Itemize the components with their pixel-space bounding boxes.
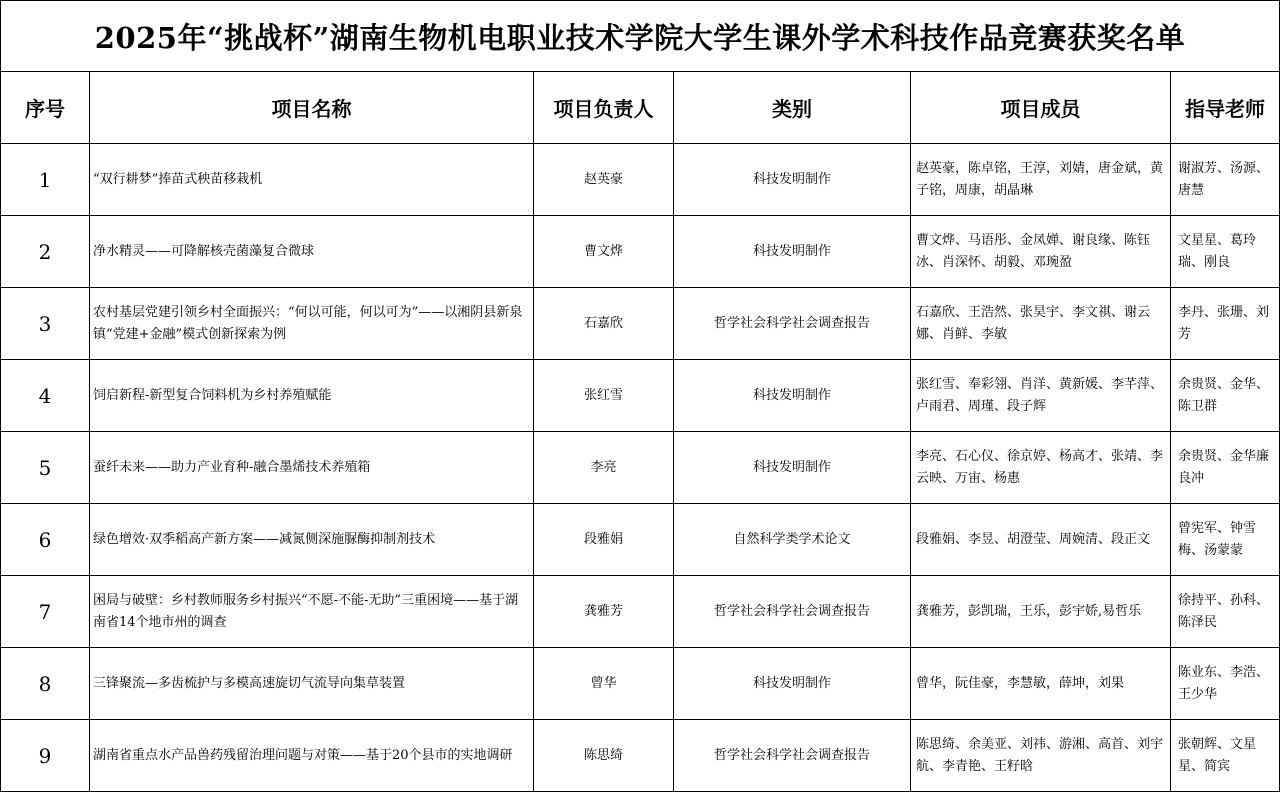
table-row [1, 288, 1280, 360]
category-cell: 科技发明制作 [674, 360, 911, 432]
project-name-cell: 饲启新程-新型复合饲料机为乡村养殖赋能 [90, 360, 534, 432]
members-cell: 段雅娟、李昱、胡澄莹、周婉清、段正文 [911, 504, 1171, 576]
category-cell: 哲学社会科学社会调查报告 [674, 288, 911, 360]
project-name-cell: 蚕纤未来——助力产业育种-融合墨烯技术养殖箱 [90, 432, 534, 504]
title-row [1, 1, 1280, 72]
project-name-cell: “双行耕梦”捧苗式秧苗移栽机 [90, 144, 534, 216]
header-project-name: 项目名称 [90, 72, 534, 144]
row-number: 7 [1, 576, 90, 648]
project-leader-cell: 曾华 [534, 648, 674, 720]
row-number: 3 [1, 288, 90, 360]
page-title: 2025年“挑战杯”湖南生物机电职业技术学院大学生课外学术科技作品竞赛获奖名单 [1, 1, 1280, 72]
members-cell: 赵英豪，陈卓铭，王淳，刘婧，唐金斌，黄子铭，周康，胡晶琳 [911, 144, 1171, 216]
category-cell: 自然科学类学术论文 [674, 504, 911, 576]
header-leader: 项目负责人 [534, 72, 674, 144]
header-members: 项目成员 [911, 72, 1171, 144]
project-leader-cell: 赵英豪 [534, 144, 674, 216]
table-row [1, 504, 1280, 576]
project-name-cell: 困局与破壁：乡村教师服务乡村振兴“不愿-不能-无助”三重困境——基于湖南省14个地市州的调查 [90, 576, 534, 648]
project-leader-cell: 段雅娟 [534, 504, 674, 576]
members-cell: 石嘉欣、王浩然、张昊宇、李文祺、谢云娜、肖鲜、李敏 [911, 288, 1171, 360]
tutors-cell: 文星星、葛玲瑞、刚良 [1171, 216, 1280, 288]
table-row [1, 576, 1280, 648]
table-row [1, 144, 1280, 216]
project-leader-cell: 龚雅芳 [534, 576, 674, 648]
members-cell: 龚雅芳，彭凯瑞，王乐，彭宇娇,易哲乐 [911, 576, 1171, 648]
members-cell: 曾华，阮佳豪，李慧敏，薛坤，刘果 [911, 648, 1171, 720]
table-row [1, 432, 1280, 504]
category-cell: 科技发明制作 [674, 216, 911, 288]
tutors-cell: 余贵贤、金华、陈卫群 [1171, 360, 1280, 432]
category-cell: 科技发明制作 [674, 432, 911, 504]
header-no: 序号 [1, 72, 90, 144]
project-name-cell: 净水精灵——可降解核壳菌藻复合微球 [90, 216, 534, 288]
row-number: 9 [1, 720, 90, 792]
members-cell: 张红雪、奉彩翎、肖洋、黄新媛、李芊萍、卢雨君、周瑾、段子辉 [911, 360, 1171, 432]
tutors-cell: 余贵贤、金华廉良冲 [1171, 432, 1280, 504]
project-leader-cell: 陈思绮 [534, 720, 674, 792]
table-row [1, 648, 1280, 720]
row-number: 6 [1, 504, 90, 576]
project-name-cell: 三锋聚流—多齿梳护与多模高速旋切气流导向集草装置 [90, 648, 534, 720]
header-row [1, 72, 1280, 144]
header-category: 类别 [674, 72, 911, 144]
project-name-cell: 农村基层党建引领乡村全面振兴：“何以可能，何以可为”——以湘阴县新泉镇“党建+金融”模式创新探索为例 [90, 288, 534, 360]
tutors-cell: 陈业东、李浩、王少华 [1171, 648, 1280, 720]
project-leader-cell: 曹文烨 [534, 216, 674, 288]
members-cell: 曹文烨、马语彤、金凤婵、谢良缘、陈钰冰、肖深怀、胡毅、邓琬盈 [911, 216, 1171, 288]
category-cell: 科技发明制作 [674, 144, 911, 216]
row-number: 8 [1, 648, 90, 720]
tutors-cell: 曾宪军、钟雪梅、汤蒙蒙 [1171, 504, 1280, 576]
project-name-cell: 湖南省重点水产品兽药残留治理问题与对策——基于20个县市的实地调研 [90, 720, 534, 792]
row-number: 1 [1, 144, 90, 216]
category-cell: 哲学社会科学社会调查报告 [674, 576, 911, 648]
category-cell: 哲学社会科学社会调查报告 [674, 720, 911, 792]
project-leader-cell: 张红雪 [534, 360, 674, 432]
row-number: 5 [1, 432, 90, 504]
table-row [1, 216, 1280, 288]
project-leader-cell: 李亮 [534, 432, 674, 504]
tutors-cell: 张朝辉、文星星、简宾 [1171, 720, 1280, 792]
project-name-cell: 绿色增效·双季稻高产新方案——减氮侧深施脲酶抑制剂技术 [90, 504, 534, 576]
project-leader-cell: 石嘉欣 [534, 288, 674, 360]
category-cell: 科技发明制作 [674, 648, 911, 720]
header-tutors: 指导老师 [1171, 72, 1280, 144]
tutors-cell: 谢淑芳、汤源、唐慧 [1171, 144, 1280, 216]
table-row [1, 360, 1280, 432]
row-number: 4 [1, 360, 90, 432]
members-cell: 李亮、石心仪、徐京婷、杨高才、张靖、李云映、万宙、杨惠 [911, 432, 1171, 504]
members-cell: 陈思绮、余美亚、刘祎、游湘、高首、刘宇航、李青艳、王籽晗 [911, 720, 1171, 792]
tutors-cell: 李丹、张珊、刘芳 [1171, 288, 1280, 360]
table-row [1, 720, 1280, 792]
row-number: 2 [1, 216, 90, 288]
tutors-cell: 徐持平、孙科、陈泽民 [1171, 576, 1280, 648]
